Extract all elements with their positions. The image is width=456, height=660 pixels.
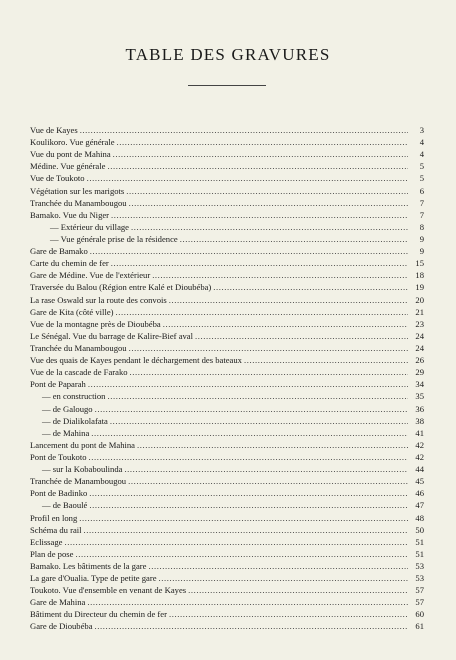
dot-leader — [107, 390, 408, 402]
entry-page-number: 46 — [415, 488, 424, 499]
entry-label: Vue de la montagne près de Dioubéba — [30, 318, 161, 329]
entry-page-number: 9 — [419, 246, 424, 257]
dot-leader — [195, 330, 408, 342]
entry-page-number: 6 — [419, 185, 424, 196]
entry-label: — de Baoulé — [42, 500, 88, 511]
entry-label: Végétation sur les marigots — [30, 185, 125, 196]
dot-leader — [130, 366, 408, 378]
dot-leader — [88, 378, 408, 390]
entry-page-number: 7 — [419, 209, 424, 220]
dot-leader — [113, 148, 408, 160]
dot-leader — [137, 439, 408, 451]
entry-label: Profil en long — [30, 512, 78, 523]
entry-page-number: 26 — [415, 355, 424, 366]
dot-leader — [116, 306, 408, 318]
entry-page-number: 57 — [415, 585, 424, 596]
dot-leader — [129, 197, 408, 209]
dot-leader — [89, 487, 408, 499]
entry-page-number: 44 — [415, 464, 424, 475]
dot-leader — [124, 463, 408, 475]
toc-entry — [30, 342, 424, 354]
dot-leader — [180, 233, 408, 245]
dot-leader — [159, 572, 408, 584]
dot-leader — [126, 185, 408, 197]
dot-leader — [107, 160, 408, 172]
toc-entry — [30, 620, 424, 632]
toc-entry — [30, 221, 424, 233]
dot-leader — [148, 560, 408, 572]
toc-entry — [30, 294, 424, 306]
entry-page-number: 42 — [415, 451, 424, 462]
toc-entry — [30, 596, 424, 608]
entry-label: Koulikoro. Vue générale — [30, 137, 115, 148]
entry-label: Médine. Vue générale — [30, 161, 106, 172]
toc-entry — [30, 403, 424, 415]
toc-entry — [30, 257, 424, 269]
dot-leader — [169, 608, 408, 620]
entry-page-number: 51 — [415, 536, 424, 547]
toc-entry — [30, 330, 424, 342]
toc-entry — [30, 197, 424, 209]
toc-entry — [30, 584, 424, 596]
entry-label: Lancement du pont de Mahina — [30, 439, 136, 450]
entry-page-number: 45 — [415, 476, 424, 487]
entry-page-number: 5 — [419, 173, 424, 184]
entry-page-number: 7 — [419, 197, 424, 208]
entry-label: — Vue générale prise de la résidence — [50, 233, 178, 244]
entry-label: Schéma du rail — [30, 524, 82, 535]
dot-leader — [79, 512, 408, 524]
dot-leader — [244, 354, 408, 366]
entry-page-number: 4 — [419, 137, 424, 148]
entry-label: Vue de Toukoto — [30, 173, 85, 184]
toc-entry — [30, 209, 424, 221]
dot-leader — [89, 499, 408, 511]
entry-label: — Extérieur du village — [50, 221, 129, 232]
entry-label: Gare de Médine. Vue de l'extérieur — [30, 270, 151, 281]
entry-page-number: 51 — [415, 548, 424, 559]
entry-label: Gare de Dioubéba — [30, 621, 93, 632]
dot-leader — [64, 536, 408, 548]
toc-entry — [30, 463, 424, 475]
toc-entry — [30, 512, 424, 524]
entry-page-number: 53 — [415, 573, 424, 584]
dot-leader — [188, 584, 408, 596]
entry-page-number: 24 — [415, 342, 424, 353]
toc-entry — [30, 281, 424, 293]
entry-page-number: 50 — [415, 524, 424, 535]
entry-page-number: 29 — [415, 367, 424, 378]
dot-leader — [131, 221, 408, 233]
entry-page-number: 18 — [415, 270, 424, 281]
toc-entry — [30, 390, 424, 402]
entry-page-number: 19 — [415, 282, 424, 293]
dot-leader — [111, 209, 408, 221]
entry-page-number: 34 — [415, 379, 424, 390]
dot-leader — [95, 403, 408, 415]
entry-label: Gare de Mahina — [30, 597, 86, 608]
toc-entry — [30, 524, 424, 536]
entry-page-number: 57 — [415, 597, 424, 608]
entry-label: — de Galougo — [42, 403, 93, 414]
toc-entry — [30, 608, 424, 620]
entry-page-number: 41 — [415, 427, 424, 438]
toc-entry — [30, 124, 424, 136]
dot-leader — [95, 620, 408, 632]
entry-label: Pont de Badinko — [30, 488, 88, 499]
entry-label: Gare de Bamako — [30, 246, 88, 257]
toc-entry — [30, 366, 424, 378]
entry-label: Vue de la cascade de Farako — [30, 367, 128, 378]
entry-page-number: 3 — [419, 125, 424, 135]
toc-entry — [30, 233, 424, 245]
toc-entry — [30, 306, 424, 318]
toc-entry — [30, 536, 424, 548]
entry-label: — sur la Kobaboulinda — [42, 464, 123, 475]
entry-page-number: 8 — [419, 221, 424, 232]
toc-entry — [30, 172, 424, 184]
entry-label: Plan de pose — [30, 548, 74, 559]
entry-page-number: 53 — [415, 560, 424, 571]
toc-entry — [30, 185, 424, 197]
entry-page-number: 24 — [415, 330, 424, 341]
entry-page-number: 48 — [415, 512, 424, 523]
dot-leader — [111, 257, 408, 269]
entry-label: Traversée du Balou (Région entre Kalé et Dioubéba) — [30, 282, 212, 293]
entry-page-number: 36 — [415, 403, 424, 414]
toc-entry — [30, 318, 424, 330]
dot-leader — [75, 548, 408, 560]
dot-leader — [87, 172, 408, 184]
entry-page-number: 4 — [419, 149, 424, 160]
entry-label: Carte du chemin de fer — [30, 258, 109, 269]
toc-entry — [30, 269, 424, 281]
dot-leader — [163, 318, 408, 330]
entry-label: Vue de Kayes — [30, 125, 78, 135]
entry-page-number: 35 — [415, 391, 424, 402]
entry-page-number: 20 — [415, 294, 424, 305]
toc-entry — [30, 439, 424, 451]
entry-label: Bâtiment du Directeur du chemin de fer — [30, 609, 167, 620]
engravings-list — [30, 124, 424, 633]
toc-entry — [30, 487, 424, 499]
toc-entry — [30, 378, 424, 390]
entry-label: Vue du pont de Mahina — [30, 149, 111, 160]
toc-entry — [30, 245, 424, 257]
entry-page-number: 61 — [415, 621, 424, 632]
dot-leader — [152, 269, 408, 281]
entry-page-number: 5 — [419, 161, 424, 172]
entry-label: Toukoto. Vue d'ensemble en venant de Kayes — [30, 585, 187, 596]
entry-label: Gare de Kita (côté ville) — [30, 306, 114, 317]
entry-page-number: 15 — [415, 258, 424, 269]
entry-label: Pont de Paparah — [30, 379, 86, 390]
entry-page-number: 47 — [415, 500, 424, 511]
entry-label: Tranchée du Manambougou — [30, 197, 127, 208]
dot-leader — [213, 281, 408, 293]
dot-leader — [90, 245, 408, 257]
title-divider — [188, 85, 266, 86]
dot-leader — [84, 524, 408, 536]
entry-label: La gare d'Oualia. Type de petite gare — [30, 573, 157, 584]
entry-page-number: 38 — [415, 415, 424, 426]
page-title: TABLE DES GRAVURES — [125, 45, 331, 65]
toc-entry — [30, 572, 424, 584]
entry-label: Tranchée de Manambougou — [30, 476, 127, 487]
entry-label: Pont de Toukoto — [30, 451, 87, 462]
entry-label: La rase Oswald sur la route des convois — [30, 294, 167, 305]
dot-leader — [129, 342, 408, 354]
entry-label: Eclissage — [30, 536, 63, 547]
dot-leader — [89, 451, 408, 463]
dot-leader — [110, 415, 408, 427]
entry-page-number: 23 — [415, 318, 424, 329]
entry-label: Le Sénégal. Vue du barrage de Kalire-Bief aval — [30, 330, 194, 341]
entry-page-number: 42 — [415, 439, 424, 450]
toc-entry — [30, 415, 424, 427]
dot-leader — [169, 294, 408, 306]
toc-entry — [30, 499, 424, 511]
dot-leader — [117, 136, 408, 148]
toc-entry — [30, 475, 424, 487]
toc-entry — [30, 560, 424, 572]
entry-label: — de Mahina — [42, 427, 90, 438]
dot-leader — [91, 427, 408, 439]
entry-page-number: 60 — [415, 609, 424, 620]
toc-entry — [30, 548, 424, 560]
dot-leader — [87, 596, 408, 608]
toc-entry — [30, 160, 424, 172]
entry-label: Vue des quais de Kayes pendant le déchargement des bateaux — [30, 355, 242, 366]
entry-label: — en construction — [42, 391, 106, 402]
entry-label: Bamako. Les bâtiments de la gare — [30, 560, 147, 571]
toc-entry — [30, 427, 424, 439]
entry-page-number: 9 — [419, 233, 424, 244]
entry-label: — de Dialikolafata — [42, 415, 108, 426]
toc-entry — [30, 136, 424, 148]
entry-label: Tranchée du Manambougou — [30, 342, 127, 353]
entry-page-number: 21 — [415, 306, 424, 317]
toc-entry — [30, 451, 424, 463]
toc-entry — [30, 148, 424, 160]
entry-label: Bamako. Vue du Niger — [30, 209, 110, 220]
dot-leader — [80, 124, 408, 136]
toc-entry — [30, 354, 424, 366]
dot-leader — [128, 475, 408, 487]
